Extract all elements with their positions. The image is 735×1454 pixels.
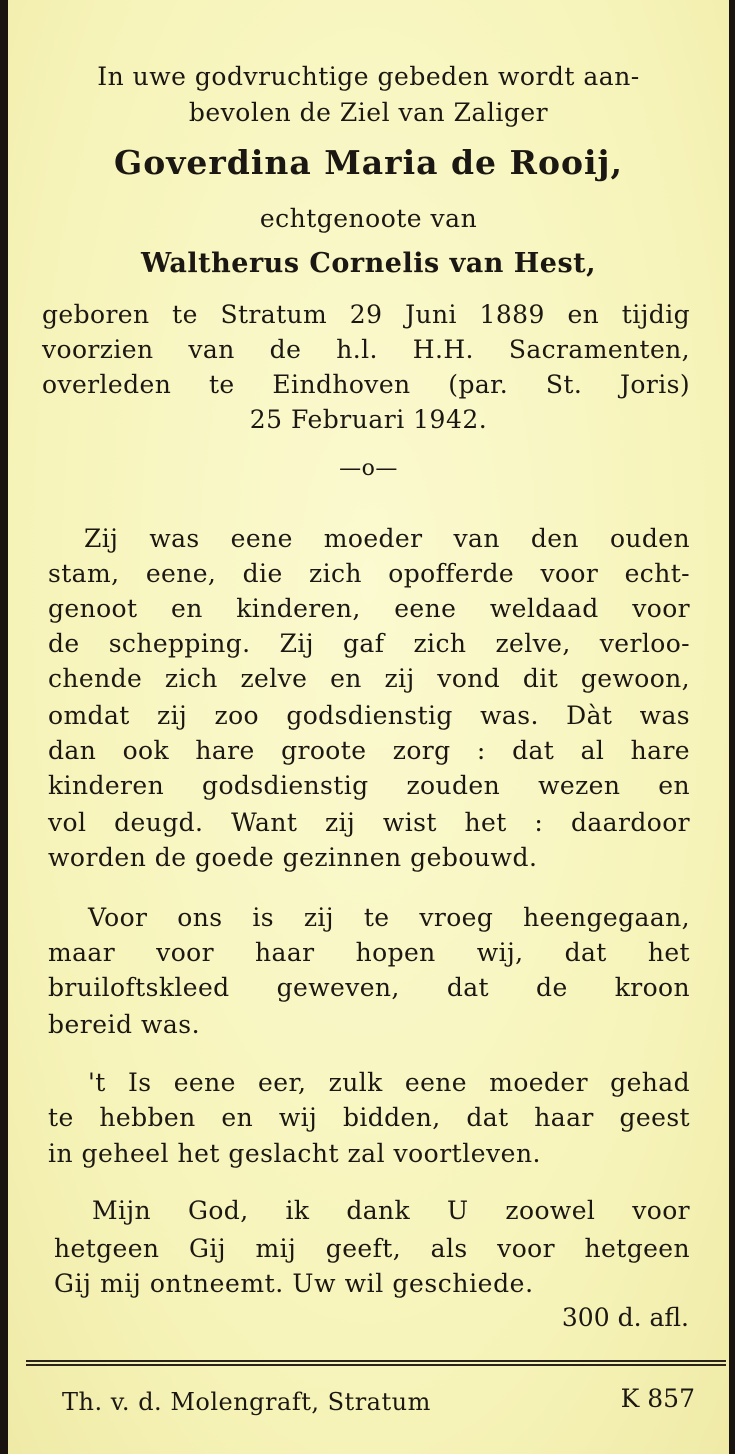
paragraph1-line-2: stam, eene, die zich opofferde voor echt- bbox=[48, 559, 690, 588]
paragraph3-line-3: in geheel het geslacht zal voortleven. bbox=[48, 1139, 541, 1168]
indulgence-note: 300 d. afl. bbox=[561, 1303, 689, 1332]
paragraph1-line-6: omdat zij zoo godsdienstig was. Dàt was bbox=[48, 701, 690, 730]
printer-name: Th. v. d. Molengraft, Stratum bbox=[62, 1388, 431, 1416]
intro-line-2: bevolen de Ziel van Zaliger bbox=[188, 98, 549, 127]
paragraph1-line-1: Zij was eene moeder van den ouden bbox=[84, 524, 690, 553]
life-line-2: voorzien van de h.l. H.H. Sacramenten, bbox=[42, 335, 690, 364]
prayer-line-2: hetgeen Gij mij geeft, als voor hetgeen bbox=[54, 1234, 690, 1263]
life-line-3: overleden te Eindhoven (par. St. Joris) bbox=[42, 370, 690, 399]
paragraph1-line-8: kinderen godsdienstig zouden wezen en bbox=[48, 771, 690, 800]
deceased-name: Goverdina Maria de Rooij, bbox=[114, 143, 623, 182]
paragraph1-line-7: dan ook hare groote zorg : dat al hare bbox=[48, 736, 690, 765]
paragraph1-line-5: chende zich zelve en zij vond dit gewoon, bbox=[48, 664, 690, 693]
paragraph3-line-1: 't Is eene eer, zulk eene moeder gehad bbox=[88, 1068, 690, 1097]
paragraph2-line-4: bereid was. bbox=[48, 1010, 201, 1039]
paragraph1-line-3: genoot en kinderen, eene weldaad voor bbox=[48, 594, 690, 623]
paragraph2-line-3: bruiloftskleed geweven, dat de kroon bbox=[48, 973, 690, 1002]
paragraph1-line-10: worden de goede gezinnen gebouwd. bbox=[48, 843, 538, 872]
paragraph3-line-2: te hebben en wij bidden, dat haar geest bbox=[48, 1103, 690, 1132]
intro-line-1: In uwe godvruchtige gebeden wordt aan- bbox=[97, 62, 640, 91]
paragraph1-line-4: de schepping. Zij gaf zich zelve, verloo- bbox=[48, 629, 690, 658]
card-code: K 857 bbox=[620, 1384, 695, 1413]
paragraph2-line-2: maar voor haar hopen wij, dat het bbox=[48, 938, 690, 967]
footer-rule-bottom bbox=[26, 1364, 726, 1366]
life-line-4: 25 Februari 1942. bbox=[249, 405, 488, 434]
prayer-line-3: Gij mij ontneemt. Uw wil geschiede. bbox=[54, 1269, 534, 1298]
spouse-name: Waltherus Cornelis van Hest, bbox=[140, 248, 597, 279]
paragraph1-line-9: vol deugd. Want zij wist het : daardoor bbox=[48, 808, 690, 837]
spouse-intro: echtgenoote van bbox=[259, 204, 478, 233]
life-line-1: geboren te Stratum 29 Juni 1889 en tijdig bbox=[42, 300, 690, 329]
memorial-card bbox=[8, 0, 729, 1454]
paragraph2-line-1: Voor ons is zij te vroeg heengegaan, bbox=[88, 903, 690, 932]
footer-rule-top bbox=[26, 1360, 726, 1362]
prayer-line-1: Mijn God, ik dank U zoowel voor bbox=[92, 1196, 690, 1225]
divider-ornament: —o— bbox=[339, 456, 398, 481]
